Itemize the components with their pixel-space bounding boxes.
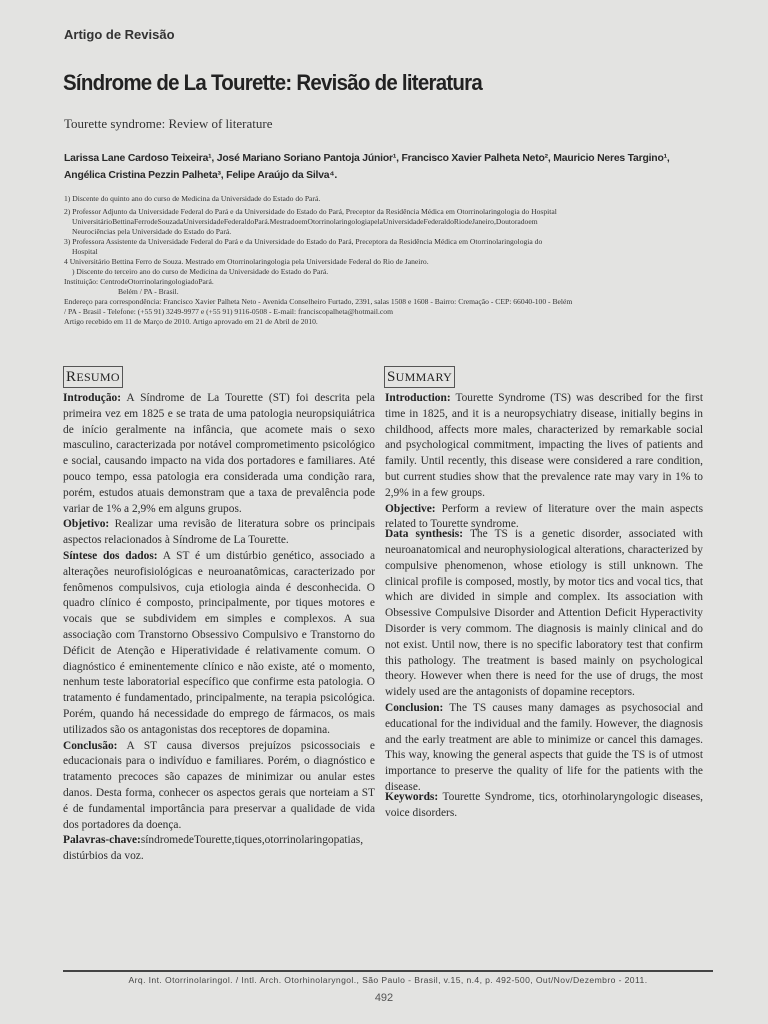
article-subtitle: Tourette syndrome: Review of literature — [64, 116, 273, 131]
institution-city: Belém / PA - Brasil. — [118, 287, 179, 296]
affiliation: 4 Universitário Bettina Ferro de Souza. Mestrado em Otorrinolaringologia pela Universidade Federal do Rio de Janeiro. — [64, 257, 429, 266]
summary-objective: Objective: Perform a review of literature over the main aspects related to Tourette syndrome. — [385, 502, 703, 531]
correspondence: Endereço para correspondência: Francisco Xavier Palheta Neto - Avenida Conselheiro Furtado, 2391, salas 1508 e 1608 - Bairro: Cremação - CEP: 66040-100 - Belém — [64, 297, 573, 306]
resumo-heading: RESUMO — [63, 366, 123, 388]
summary-keywords: Keywords: Tourette Syndrome, tics, otorhinolaryngologic diseases, voice disorders. — [385, 790, 703, 819]
affiliation-cont: Neurociências pela Universidade do Estado do Pará. — [72, 227, 232, 236]
journal-citation: Arq. Int. Otorrinolaringol. / Intl. Arch. Otorhinolaryngol., São Paulo - Brasil, v.15, n.4, p. 492-500, Out/Nov/Dezembro - 2011. — [128, 975, 648, 985]
article-dates: Artigo recebido em 11 de Março de 2010. Artigo aprovado em 21 de Abril de 2010. — [64, 317, 318, 326]
resumo-objective: Objetivo: Realizar uma revisão de literatura sobre os principais aspectos relacionados à Síndrome de La Tourette. — [63, 518, 375, 547]
resumo-keywords: Palavras-chave:síndromedeTourette,tiques,otorrinolaringopatias, distúrbios da voz. — [63, 834, 364, 863]
author-line: Larissa Lane Cardoso Teixeira¹, José Mariano Soriano Pantoja Júnior¹, Francisco Xavier Palheta Neto², Mauricio Neres Targino¹, — [64, 153, 670, 164]
summary-data-synthesis: Data synthesis: The TS is a genetic disorder, associated with neuroanatomical and neurophysiological alterations, characterized by compulsive phenomenon, whose etiology is still unknown. The clinical profile is composed, mostly, by motor tics and vocal tics, that which are divided in simple and complex. Its association with Obsessive Compulsive Disorder and Attention Deficit Hyperactivity Disorder is very commom. The diagnosis is mainly clinical and do not exist. Until now, there is no specific laboratory test that confirm this pathology. The treatment is based mainly on psychological theory. However when there is need for the use of drugs, the most widely used are the antagonists of dopamine receptors. — [385, 528, 703, 699]
author-list — [64, 150, 714, 184]
summary-intro: Introduction: Tourette Syndrome (TS) was described for the first time in 1825, and it is a neuropsychiatry disease, initially begins in childhood, affects more males, characterized by remarkable social and psychological commitment, impacting the lives of patients and family. Until recently, this disease were considered a rare condition, but current studies show that the prevalence rate may vary in 1% to 2,9% in a few groups. — [385, 392, 703, 499]
correspondence-cont: / PA - Brasil - Telefone: (+55 91) 3249-9977 e (+55 91) 9116-0508 - E-mail: franciscopalheta@hotmail.com — [64, 307, 393, 316]
resumo-column — [63, 391, 375, 865]
affiliation-cont: Hospital — [72, 247, 98, 256]
affiliation: 2) Professor Adjunto da Universidade Federal do Pará e da Universidade do Estado do Pará, Preceptor da Residência Médica em Otorrinolaringologia do Hospital — [64, 207, 557, 216]
footer-rule — [63, 970, 713, 972]
page-number: 492 — [374, 992, 394, 1004]
affiliation: 1) Discente do quinto ano do curso de Medicina da Universidade do Estado do Pará. — [64, 194, 321, 203]
author-line: Angélica Cristina Pezzin Palheta³, Felipe Araújo da Silva⁴. — [64, 170, 338, 181]
section-label: Artigo de Revisão — [64, 27, 175, 42]
summary-column — [385, 391, 703, 821]
affiliations — [64, 194, 714, 327]
resumo-conclusion: Conclusão: A ST causa diversos prejuízos psicossociais e educacionais para o indivíduo e familiares. Porém, o diagnóstico e tratamento precoces são capazes de minimizar ou anular estes danos. Desta forma, conhecer os aspectos gerais que norteiam a ST é de fundamental importância para preservar a qualidade de vida dos portadores da doença. — [63, 739, 375, 831]
summary-heading: SUMMARY — [384, 366, 455, 388]
resumo-synthesis: Síntese dos dados: A ST é um distúrbio genético, associado a alterações neurofisiológicas e neuroanatômicas, caracterizado por fenômenos compulsivos, cuja etiologia ainda é desconhecida. O quadro clínico é composto, principalmente, por tiques motores e vocais que se subdividem em simples e complexos. A sua associação com Transtorno Obsessivo Compulsivo e Transtorno do Déficit de Atenção e Hiperatividade é relativamente comum. O diagnóstico é eminentemente clínico e não existe, até o momento, nenhum teste laboratorial específico que confirme esta patologia. O tratamento é fundamentado, principalmente, na terapia psicológica. Porém, quando há necessidade do emprego de fármacos, os mais utilizados são os antagonistas dos receptores de dopamina. — [63, 549, 376, 736]
affiliation: ) Discente do terceiro ano do curso de Medicina da Universidade do Estado do Pará. — [72, 267, 329, 276]
institution: Instituição: CentrodeOtorrinolaringologiadoPará. — [64, 277, 214, 286]
article-title: Síndrome de La Tourette: Revisão de literatura — [63, 70, 483, 95]
summary-conclusion: Conclusion: The TS causes many damages as psychosocial and educational for the individual and the family. However, the diagnosis and the early treatment are able to minimize or cancel this damages. This way, knowing the general aspects that guide the TS is of utmost importance to preserve the quality of life for the patients with the disease. — [385, 701, 703, 793]
resumo-intro: Introdução: A Síndrome de La Tourette (ST) foi descrita pela primeira vez em 1825 e se trata de uma patologia neuropsiquiátrica de início geralmente na infância, que acomete mais o sexo masculino, caracterizada por notável comprometimento psicológico e social, causando impacto na vida dos portadores e familiares. Até pouco tempo, essa patologia era considerada uma condição rara, porém, estudos atuais demonstram que a taxa de prevalência pode variar de 1% a 2,9% em alguns grupos. — [63, 392, 375, 515]
affiliation: 3) Professora Assistente da Universidade Federal do Pará e da Universidade do Estado do Pará, Preceptora da Residência Médica em Otorrinolaringologia do — [64, 237, 543, 246]
affiliation-cont: UniversitárioBettinaFerrodeSouzadaUniversidadeFederaldoPará.MestradoemOtorrinolaringologiapelaUniversidadeFederaldoRiodeJaneiro,Doutoradoem — [72, 217, 538, 226]
